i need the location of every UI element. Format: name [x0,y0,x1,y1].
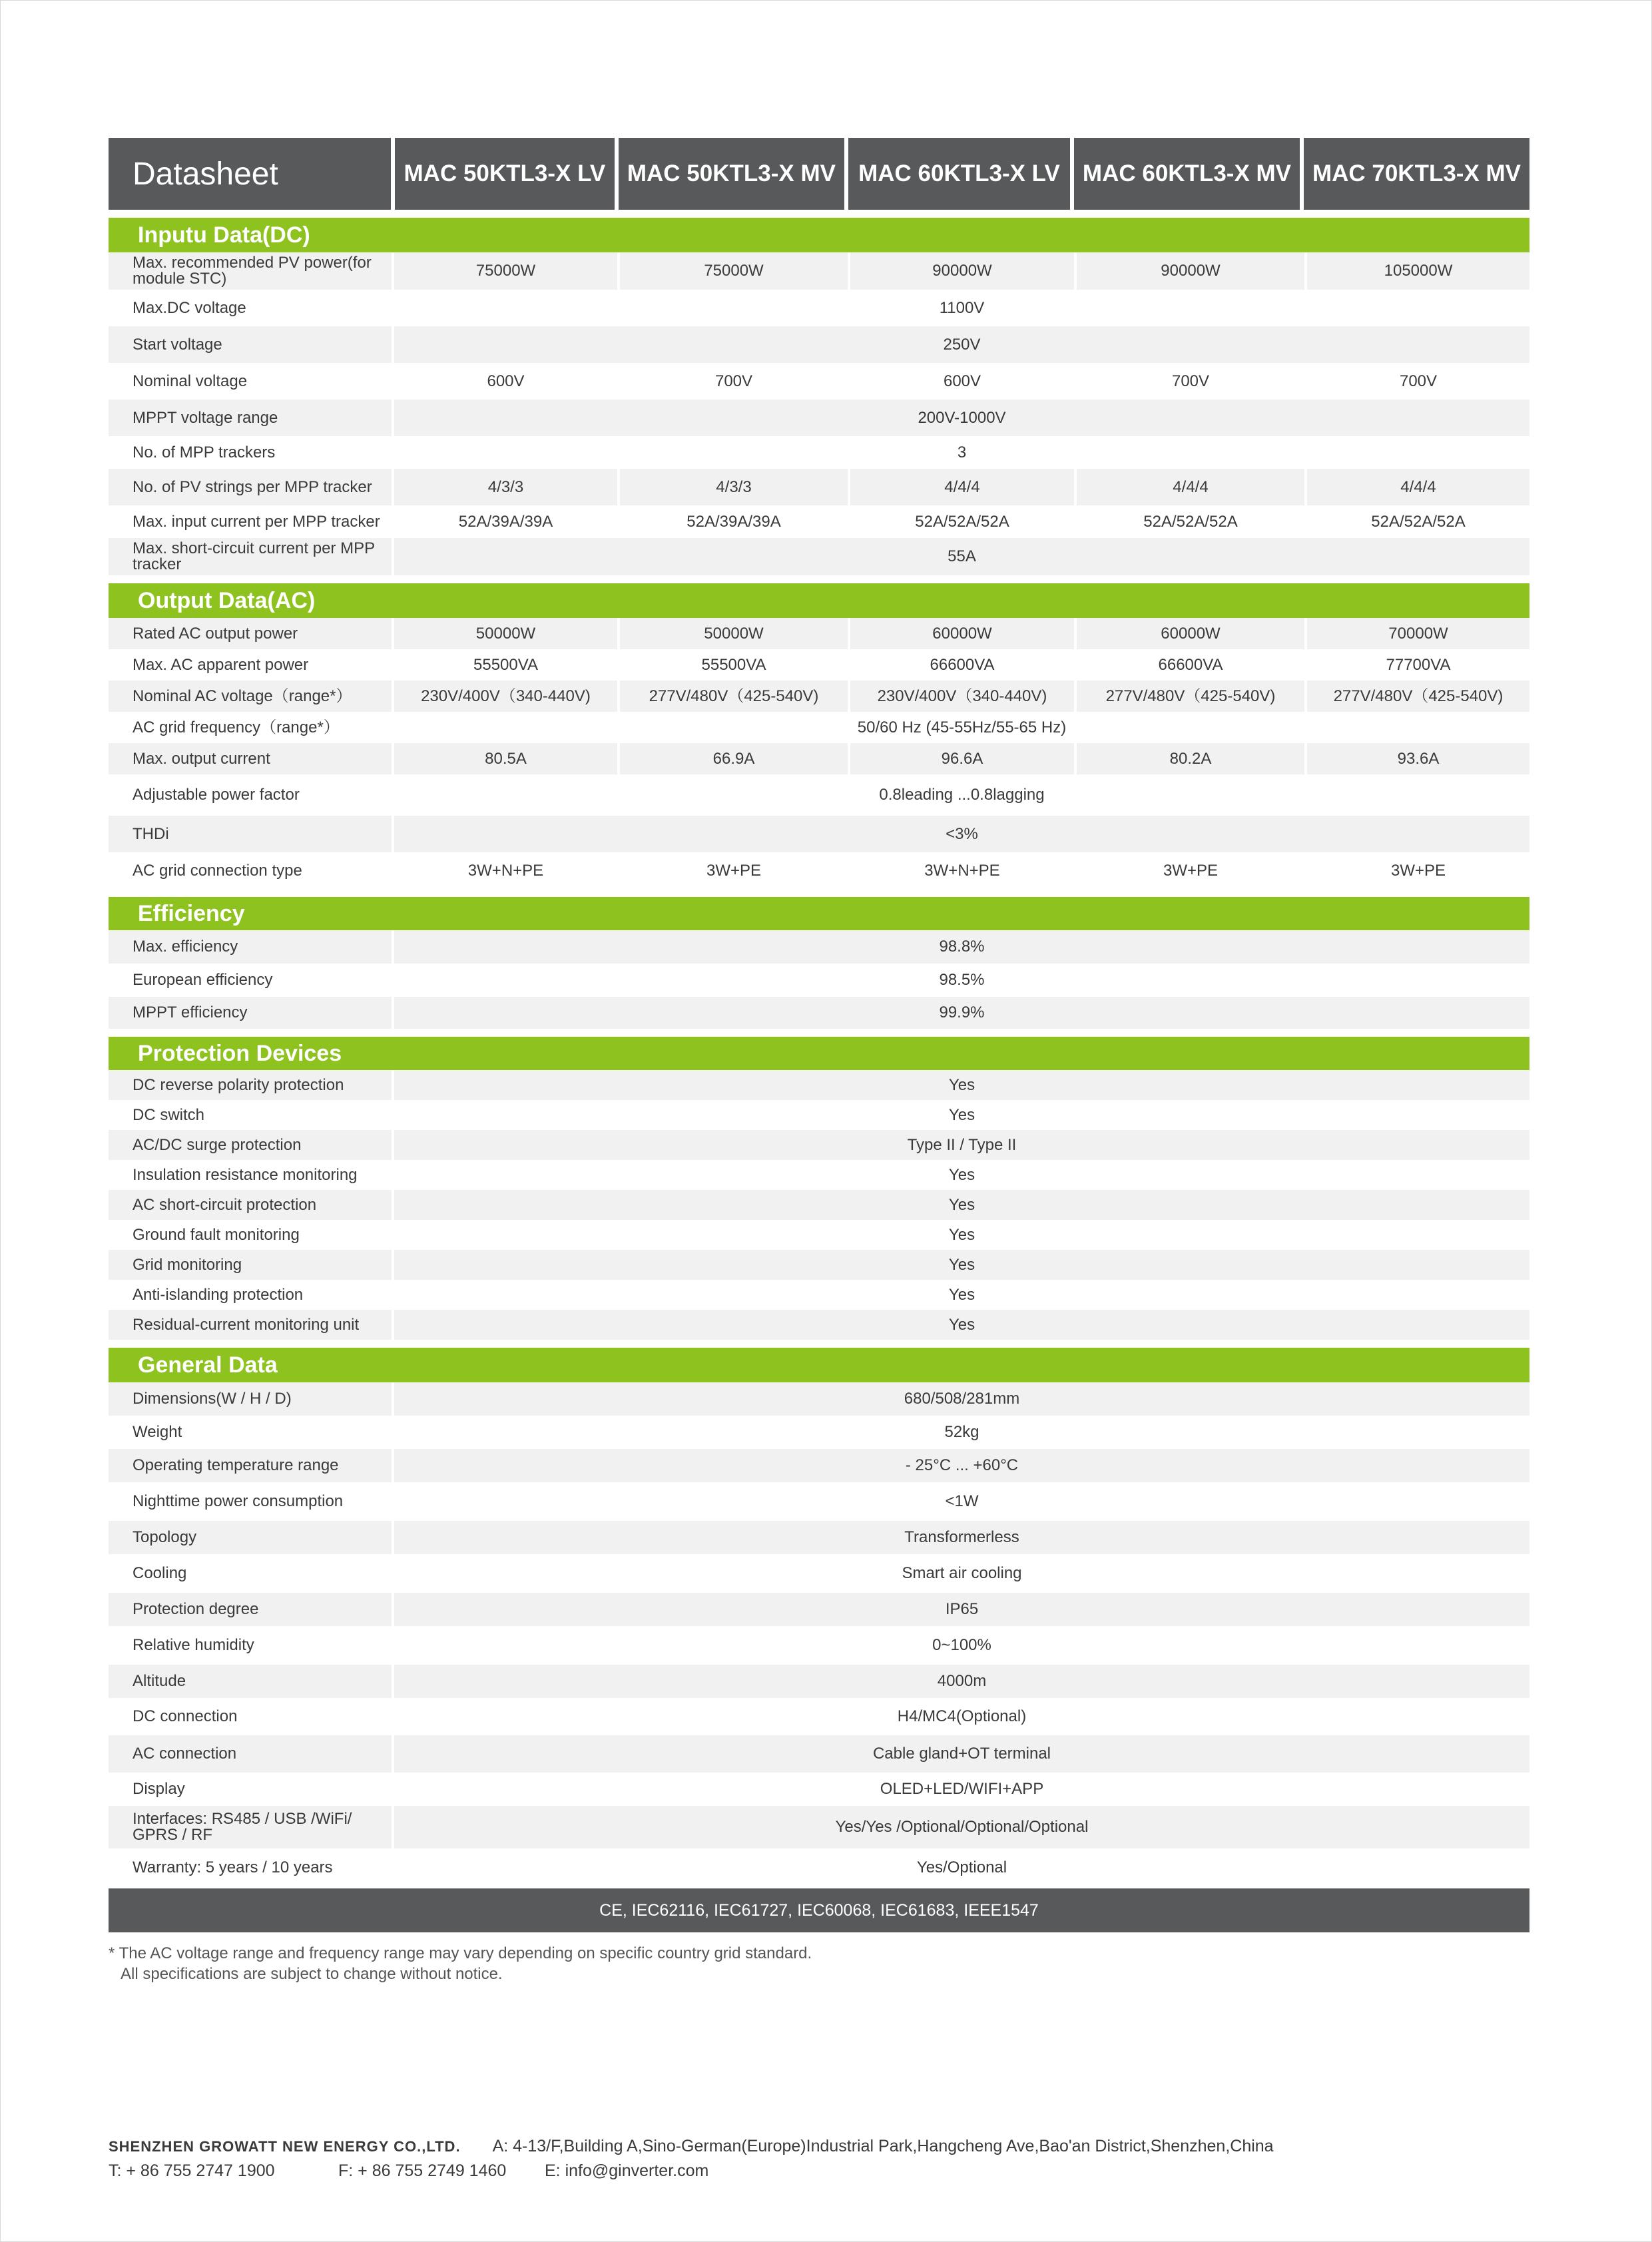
spec-row [109,1593,1529,1626]
spec-value: 55500VA [473,655,538,674]
spec-value: 200V-1000V [394,400,1529,436]
spec-value: Yes [948,1225,975,1244]
model-header: MAC 70KTL3-X MV [1304,138,1529,210]
spec-value: 3W+N+PE [924,861,1000,880]
spec-label: Max. recommended PV power(for module STC) [109,252,392,290]
spec-value: 700V [1171,372,1210,390]
spec-label: Grid monitoring [109,1250,392,1280]
spec-row [109,1773,1529,1806]
spec-row [109,1554,1529,1593]
spec-value: <1W [945,1492,979,1510]
spec-value: Yes [948,1165,975,1184]
spec-row [109,1220,1529,1250]
spec-value: 77700VA [1386,655,1451,674]
spec-value: 4/3/3 [394,469,617,505]
spec-value: 55A [394,538,1529,575]
spec-value: 230V/400V（340-440V) [850,681,1074,712]
spec-row [109,964,1529,997]
spec-row [109,1160,1529,1190]
spec-value: 98.5% [939,971,985,989]
spec-value: 98.8% [394,930,1529,964]
spec-value: Type II / Type II [394,1130,1529,1160]
spec-value: 66.9A [620,743,848,774]
spec-label: MPPT voltage range [109,400,392,436]
datasheet-title: Datasheet [109,138,391,210]
spec-label: Nighttime power consumption [133,1492,344,1510]
section-header: Output Data(AC) [109,583,1529,618]
section-header: Protection Devices [109,1037,1529,1070]
spec-row [109,1382,1529,1416]
spec-row [109,997,1529,1029]
spec-value: 52A/52A/52A [915,512,1009,531]
spec-label: Insulation resistance monitoring [133,1165,358,1184]
spec-value: 3W+PE [1390,861,1446,880]
spec-value: OLED+LED/WIFI+APP [880,1780,1044,1798]
spec-value: 680/508/281mm [394,1382,1529,1416]
spec-row [109,1310,1529,1340]
spec-label: Max.DC voltage [133,298,246,317]
spec-row [109,816,1529,852]
spec-row [109,1482,1529,1521]
spec-label: Warranty: 5 years / 10 years [133,1858,333,1876]
spec-value: Transformerless [394,1521,1529,1554]
spec-row [109,1130,1529,1160]
spec-value: - 25°C ... +60°C [394,1449,1529,1482]
spec-value: 4/3/3 [620,469,848,505]
spec-row [109,774,1529,816]
spec-label: Cooling [133,1564,187,1582]
spec-row [109,290,1529,326]
spec-label: Dimensions(W / H / D) [109,1382,392,1416]
spec-label: Start voltage [109,326,392,363]
spec-row [109,1665,1529,1698]
spec-value: 277V/480V（425-540V) [620,681,848,712]
spec-value: 50/60 Hz (45-55Hz/55-65 Hz) [857,718,1067,736]
spec-row [109,1416,1529,1449]
spec-row [109,400,1529,436]
spec-value: 52kg [944,1423,979,1441]
spec-row [109,1190,1529,1220]
spec-row [109,326,1529,363]
spec-label: Max. short-circuit current per MPP tracker [109,538,392,575]
spec-value: 55500VA [701,655,766,674]
spec-label: AC grid connection type [133,861,302,880]
spec-value: Yes/Yes /Optional/Optional/Optional [394,1806,1529,1848]
spec-value: 1100V [939,298,985,317]
company-fax: F: + 86 755 2749 1460 [338,2161,507,2180]
spec-value: 277V/480V（425-540V) [1077,681,1304,712]
spec-value: 600V [943,372,981,390]
spec-label: DC reverse polarity protection [109,1070,392,1100]
spec-label: Anti-islanding protection [133,1285,304,1304]
spec-label: Residual-current monitoring unit [109,1310,392,1340]
spec-label: No. of MPP trackers [133,443,276,461]
spec-value: <3% [394,816,1529,852]
spec-value: 700V [1399,372,1438,390]
spec-value: Yes [394,1310,1529,1340]
spec-value: 93.6A [1307,743,1529,774]
spec-row [109,618,1529,649]
spec-row [109,1806,1529,1848]
spec-row [109,538,1529,575]
spec-value: Yes [394,1250,1529,1280]
section-header: Inputu Data(DC) [109,218,1529,252]
spec-value: 80.2A [1077,743,1304,774]
spec-row [109,436,1529,469]
spec-row [109,1250,1529,1280]
spec-value: 60000W [1077,618,1304,649]
spec-value: Smart air cooling [902,1564,1022,1582]
spec-row [109,1280,1529,1310]
company-footer [109,2134,1274,2183]
spec-value: Yes [394,1070,1529,1100]
spec-label: DC connection [133,1707,238,1725]
table-header [109,138,1529,210]
spec-value: 3 [957,443,967,461]
spec-row [109,505,1529,538]
spec-sections [109,218,1529,1887]
spec-row [109,363,1529,400]
spec-value: 90000W [850,252,1074,290]
spec-value: 52A/39A/39A [458,512,553,531]
spec-value: 3W+PE [706,861,762,880]
spec-row [109,1449,1529,1482]
spec-label: Display [133,1780,185,1798]
spec-label: Max. efficiency [109,930,392,964]
spec-label: Max. input current per MPP tracker [133,512,380,531]
company-address: A: 4-13/F,Building A,Sino-German(Europe)Industrial Park,Hangcheng Ave,Bao'an District,Shenzhen,China [492,2137,1274,2155]
spec-label: DC switch [133,1105,205,1124]
spec-label: AC grid frequency（range*） [133,718,340,736]
spec-row [109,1626,1529,1665]
company-tel: T: + 86 755 2747 1900 [109,2161,275,2180]
spec-value: 75000W [620,252,848,290]
spec-value: H4/MC4(Optional) [897,1707,1027,1725]
spec-value: Yes [394,1190,1529,1220]
spec-label: Nominal voltage [133,372,248,390]
spec-label: Rated AC output power [109,618,392,649]
spec-value: 96.6A [850,743,1074,774]
spec-value: 700V [714,372,753,390]
spec-row [109,1735,1529,1773]
spec-label: MPPT efficiency [109,997,392,1029]
footnote: All specifications are subject to change without notice. [121,1965,503,1983]
spec-value: 600V [487,372,525,390]
spec-label: AC/DC surge protection [109,1130,392,1160]
spec-value: 3W+N+PE [467,861,544,880]
datasheet-table [109,138,1529,1932]
spec-value: 52A/52A/52A [1143,512,1238,531]
spec-value: 66600VA [930,655,995,674]
spec-value: 66600VA [1158,655,1223,674]
spec-value: 277V/480V（425-540V) [1307,681,1529,712]
spec-value: 0.8leading ...0.8lagging [879,786,1045,804]
spec-row [109,743,1529,774]
spec-label: Interfaces: RS485 / USB /WiFi/ GPRS / RF [109,1806,392,1848]
spec-row [109,1698,1529,1735]
spec-label: No. of PV strings per MPP tracker [109,469,392,505]
spec-label: Protection degree [109,1593,392,1626]
certifications-bar: CE, IEC62116, IEC61727, IEC60068, IEC61683, IEEE1547 [109,1888,1529,1932]
section-header: Efficiency [109,897,1529,930]
spec-label: Relative humidity [133,1636,254,1654]
spec-value: 52A/39A/39A [687,512,781,531]
spec-value: 4/4/4 [1307,469,1529,505]
company-email: E: info@ginverter.com [545,2161,709,2180]
spec-value: 250V [394,326,1529,363]
spec-value: 60000W [850,618,1074,649]
spec-label: Operating temperature range [109,1449,392,1482]
spec-label: THDi [109,816,392,852]
spec-value: Yes [948,1105,975,1124]
spec-value: 230V/400V（340-440V) [394,681,617,712]
spec-row [109,852,1529,889]
spec-label: Ground fault monitoring [133,1225,300,1244]
spec-value: 105000W [1307,252,1529,290]
spec-label: European efficiency [133,971,273,989]
spec-value: 70000W [1307,618,1529,649]
spec-label: Max. output current [109,743,392,774]
spec-label: AC short-circuit protection [109,1190,392,1220]
spec-label: Nominal AC voltage（range*） [109,681,392,712]
spec-label: Topology [109,1521,392,1554]
spec-row [109,469,1529,505]
spec-row [109,1100,1529,1130]
spec-row [109,930,1529,964]
spec-label: Max. AC apparent power [133,655,309,674]
company-name: SHENZHEN GROWATT NEW ENERGY CO.,LTD. [109,2138,461,2155]
spec-row [109,252,1529,290]
spec-value: 50000W [620,618,848,649]
spec-value: 52A/52A/52A [1371,512,1466,531]
model-header: MAC 50KTL3-X LV [395,138,615,210]
spec-value: 0~100% [932,1636,991,1654]
spec-row [109,712,1529,743]
spec-value: 4/4/4 [1077,469,1304,505]
model-header: MAC 60KTL3-X LV [848,138,1070,210]
spec-value: Cable gland+OT terminal [394,1735,1529,1773]
spec-label: Weight [133,1423,182,1441]
spec-row [109,649,1529,681]
spec-value: 3W+PE [1163,861,1219,880]
spec-value: 4/4/4 [850,469,1074,505]
spec-value: Yes/Optional [916,1858,1007,1876]
spec-row [109,1848,1529,1887]
footnotes [109,1943,812,1984]
spec-value: 90000W [1077,252,1304,290]
model-header: MAC 50KTL3-X MV [619,138,844,210]
spec-label: Altitude [109,1665,392,1698]
spec-value: 50000W [394,618,617,649]
spec-value: 99.9% [394,997,1529,1029]
spec-value: 80.5A [394,743,617,774]
spec-row [109,1070,1529,1100]
model-header: MAC 60KTL3-X MV [1074,138,1300,210]
spec-row [109,681,1529,712]
footnote: * The AC voltage range and frequency range may vary depending on specific country grid standard. [109,1944,812,1962]
spec-value: 75000W [394,252,617,290]
spec-value: Yes [948,1285,975,1304]
spec-label: Adjustable power factor [133,786,300,804]
section-header: General Data [109,1348,1529,1382]
spec-value: IP65 [394,1593,1529,1626]
spec-label: AC connection [109,1735,392,1773]
spec-row [109,1521,1529,1554]
spec-value: 4000m [394,1665,1529,1698]
